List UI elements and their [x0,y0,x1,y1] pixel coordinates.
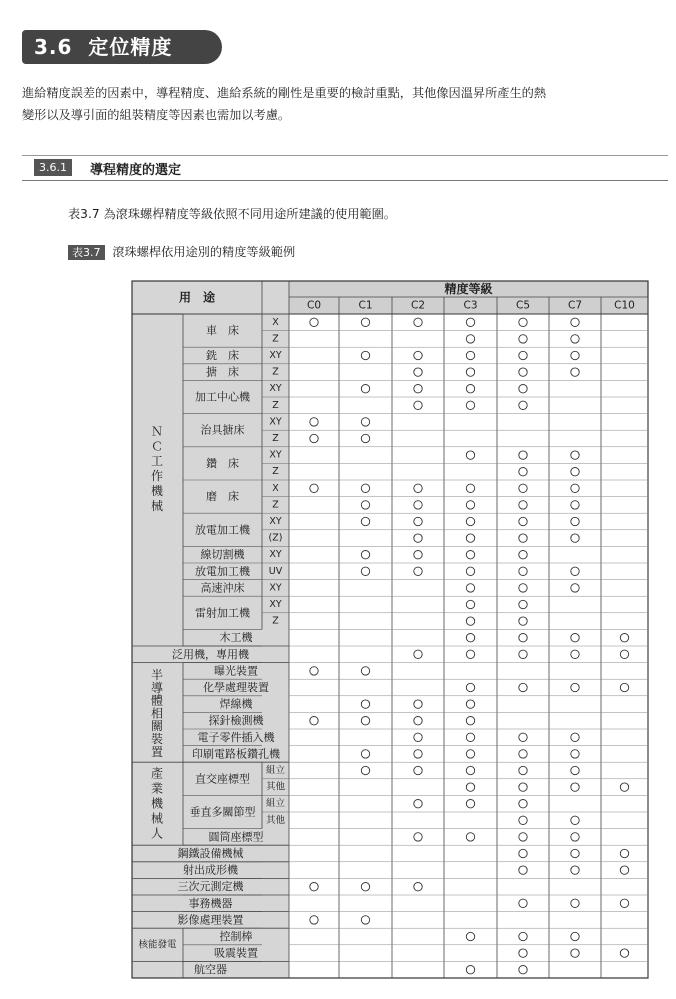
grade-mark [414,551,422,559]
use-label: 高速沖床 [200,581,245,595]
axis-label: X [272,316,279,328]
grade-mark [361,717,369,725]
category-semiconductor: 置 [150,744,164,759]
grade-mark [361,883,369,891]
category-industrial-robot: 產 [150,766,164,781]
grade-mark [310,318,318,326]
grade-mark [519,534,527,542]
grade-header-C5: C5 [515,299,531,312]
grade-mark [519,351,527,359]
caption-tag: 表3.7 [68,245,105,260]
grade-mark [310,484,318,492]
grade-mark [519,401,527,409]
use-label: 治具搪床 [200,423,245,437]
grade-mark [466,451,474,459]
grade-mark [519,634,527,642]
grade-mark [414,717,422,725]
grade-mark [519,318,527,326]
grade-mark [466,484,474,492]
grade-mark [361,750,369,758]
intro-line-1: 進給精度誤差的因素中，導程精度、進給系統的剛性是重要的檢討重點，其他像因溫昇所產生的熱 [22,86,547,100]
use-label: 搪 床 [206,365,239,379]
section-title: 定位精度 [88,35,173,59]
grade-mark [571,750,579,758]
grade-mark [466,534,474,542]
use-label: 垂直多關節型 [189,805,256,819]
grade-mark [571,932,579,940]
table-intro-text: 表3.7 為滾珠螺桿精度等級依照不同用途所建議的使用範圍。 [68,207,396,221]
grade-mark [519,899,527,907]
grade-mark [571,949,579,957]
category-nc: Ｎ [150,424,164,439]
use-label: 三次元測定機 [177,880,244,894]
grade-mark [519,335,527,343]
grade-mark [519,966,527,974]
use-label: 電子零件插入機 [197,730,275,744]
grade-mark [620,783,628,791]
grade-mark [466,385,474,393]
grade-mark [620,949,628,957]
grade-mark [466,567,474,575]
category-nc: 機 [150,483,164,498]
grade-mark [466,966,474,974]
use-label: 泛用機，專用機 [172,647,249,661]
grade-mark [361,385,369,393]
use-label: 探針檢測機 [208,714,264,728]
header-grade: 精度等級 [444,282,493,296]
intro-line-2: 變形以及導引面的組裝精度等因素也需加以考慮。 [22,108,291,122]
use-label: 圓筒座標型 [208,830,264,844]
grade-mark [361,517,369,525]
grade-mark [571,833,579,841]
category-nc: 械 [150,498,164,513]
grade-mark [466,600,474,608]
category-semiconductor: 半 [150,668,164,682]
grade-mark [361,351,369,359]
grade-mark [571,534,579,542]
use-label: 放電加工機 [195,523,250,537]
use-label: 吸震裝置 [214,946,258,960]
grade-mark [571,451,579,459]
use-label: 影像處理裝置 [177,913,244,927]
grade-mark [519,733,527,741]
grade-mark [519,451,527,459]
use-label: 印刷電路板鑽孔機 [192,747,280,761]
grade-mark [361,318,369,326]
caption-text: 滾珠螺桿依用途別的精度等級範例 [112,245,296,259]
grade-mark [519,617,527,625]
grade-header-C7: C7 [567,299,583,312]
grade-mark [519,833,527,841]
grade-mark [466,318,474,326]
grade-mark [361,700,369,708]
grade-mark [361,916,369,924]
axis-label: 其他 [265,781,286,793]
axis-label: X [272,482,279,494]
grade-mark [466,517,474,525]
grade-mark [466,932,474,940]
grade-mark [519,368,527,376]
use-label: 射出成形機 [183,863,238,877]
grade-mark [519,683,527,691]
grade-header-C10: C10 [614,299,635,312]
use-label: 鑽 床 [206,456,239,470]
grade-mark [620,866,628,874]
grade-mark [519,866,527,874]
grade-mark [571,517,579,525]
category-nc: 工 [150,454,164,469]
grade-mark [310,883,318,891]
axis-label: Z [272,366,279,378]
grade-mark [571,468,579,476]
axis-label: XY [269,449,282,461]
grade-mark [414,517,422,525]
grade-mark [571,318,579,326]
axis-label: XY [269,549,282,561]
grade-mark [571,634,579,642]
grade-mark [414,650,422,658]
subsection-title: 導程精度的選定 [90,163,182,178]
grade-mark [310,717,318,725]
grade-mark [414,700,422,708]
grade-mark [361,766,369,774]
grade-mark [571,368,579,376]
use-label: 雷射加工機 [195,606,250,620]
axis-label: Z [272,466,279,478]
grade-mark [414,368,422,376]
use-label: 放電加工機 [195,564,250,578]
axis-label: Z [272,433,279,444]
header-use: 用 途 [178,290,216,305]
grade-mark [519,816,527,824]
axis-label: XY [269,383,282,395]
grade-mark [466,833,474,841]
use-label: 航空器 [194,963,227,977]
axis-label: UV [268,565,283,577]
category-industrial-robot: 人 [150,826,164,841]
grade-mark [571,899,579,907]
grade-mark [519,517,527,525]
grade-mark [519,800,527,808]
category-semiconductor: 關 [150,719,164,734]
subsection-number: 3.6.1 [34,159,72,176]
grade-mark [466,634,474,642]
grade-header-C0: C0 [306,299,322,312]
grade-header-C1: C1 [358,299,373,312]
axis-label: Z [272,333,279,345]
grade-mark [519,385,527,393]
grade-mark [620,849,628,857]
grade-mark [466,551,474,559]
grade-mark [466,717,474,725]
grade-mark [571,783,579,791]
grade-mark [466,368,474,376]
axis-label: (Z) [268,532,283,544]
grade-mark [519,484,527,492]
axis-label: 組立 [265,765,286,776]
use-label: 鋼鐵設備機械 [177,847,244,860]
grade-mark [519,932,527,940]
grade-mark [466,501,474,509]
grade-mark [519,584,527,592]
grade-mark [466,401,474,409]
grade-mark [571,766,579,774]
grade-mark [361,484,369,492]
grade-mark [571,683,579,691]
grade-mark [571,866,579,874]
grade-mark [414,766,422,774]
axis-label: XY [269,582,282,594]
grade-mark [571,733,579,741]
grade-header-C3: C3 [463,299,478,312]
use-label: 線切割機 [200,548,245,562]
grade-mark [571,816,579,824]
grade-mark [466,750,474,758]
grade-mark [414,385,422,393]
use-label: 焊線機 [219,697,253,711]
use-label: 控制棒 [219,930,253,943]
grade-mark [466,351,474,359]
grade-mark [414,833,422,841]
grade-mark [571,335,579,343]
category-semiconductor: 體 [150,693,164,708]
grade-mark [620,634,628,642]
grade-mark [310,916,318,924]
axis-label: 其他 [265,814,286,826]
category-nuclear: 核能發電 [138,939,177,951]
axis-label: Z [272,499,279,511]
grade-mark [414,501,422,509]
grade-mark [519,551,527,559]
use-label: 曝光裝置 [214,664,258,678]
use-label: 直交座標型 [195,772,250,786]
grade-mark [361,567,369,575]
use-label: 磨 床 [206,490,239,504]
grade-mark [466,584,474,592]
grade-mark [361,418,369,426]
grade-mark [519,766,527,774]
use-label: 化學處理裝置 [203,681,269,694]
category-semiconductor: 相 [150,706,164,721]
grade-mark [620,650,628,658]
axis-label: XY [269,350,282,361]
grade-mark [414,883,422,891]
category-nc: 作 [150,469,164,484]
grade-mark [466,800,474,808]
category-industrial-robot: 械 [150,811,164,826]
grade-mark [414,318,422,326]
grade-mark [414,800,422,808]
grade-mark [466,617,474,625]
grade-mark [571,484,579,492]
category-industrial-robot: 機 [150,796,164,811]
grade-mark [466,650,474,658]
grade-mark [414,567,422,575]
grade-mark [571,351,579,359]
grade-mark [310,667,318,675]
category-semiconductor: 導 [150,680,164,695]
category-nc: Ｃ [150,439,164,454]
category-semiconductor: 裝 [150,732,164,746]
use-label: 銑 床 [206,349,239,362]
grade-mark [571,567,579,575]
grade-mark [620,899,628,907]
grade-mark [571,584,579,592]
axis-label: XY [269,416,282,428]
section-number: 3.6 [34,35,73,59]
axis-label: XY [269,516,282,527]
grade-mark [620,683,628,691]
axis-label: Z [272,399,279,411]
grade-mark [414,351,422,359]
axis-label: Z [272,615,279,627]
grade-header-C2: C2 [410,299,426,312]
axis-label: 組立 [265,798,286,810]
grade-mark [310,434,318,442]
grade-mark [466,700,474,708]
grade-mark [414,401,422,409]
grade-mark [414,484,422,492]
grade-mark [519,849,527,857]
grade-mark [571,501,579,509]
axis-label: XY [269,599,282,610]
grade-mark [466,783,474,791]
grade-mark [466,683,474,691]
use-label: 事務機器 [188,896,233,910]
grade-mark [414,733,422,741]
grade-mark [466,733,474,741]
grade-mark [519,501,527,509]
grade-mark [466,766,474,774]
grade-mark [519,949,527,957]
grade-mark [361,434,369,442]
grade-mark [466,335,474,343]
grade-mark [414,534,422,542]
grade-mark [519,468,527,476]
category-industrial-robot: 業 [150,781,164,796]
use-label: 加工中心機 [195,390,250,404]
use-label: 木工機 [219,631,253,645]
grade-mark [414,750,422,758]
grade-mark [519,600,527,608]
grade-mark [519,567,527,575]
grade-mark [310,418,318,426]
grade-mark [519,750,527,758]
grade-mark [571,650,579,658]
grade-mark [571,849,579,857]
use-label: 車 床 [206,324,239,338]
grade-mark [519,650,527,658]
grade-mark [361,667,369,675]
grade-mark [519,783,527,791]
grade-mark [361,551,369,559]
grade-mark [361,501,369,509]
